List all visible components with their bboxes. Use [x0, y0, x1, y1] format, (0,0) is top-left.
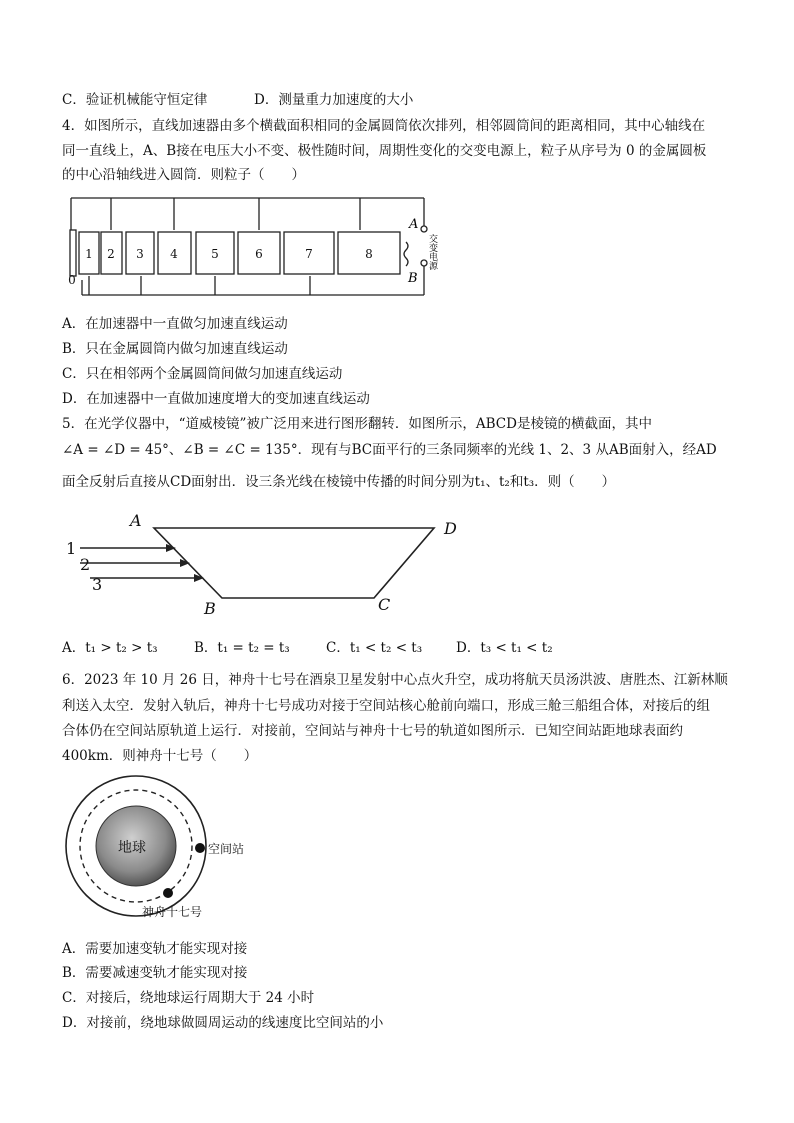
q5-stem-line-3: 面全反射后直接从CD面射出．设三条光线在棱镜中传播的时间分别为t₁、t₂和t₃．则（ ）: [62, 474, 616, 490]
q5-option-c: C．t₁ < t₂ < t₃: [326, 640, 423, 656]
q6-stem-line-1: 6．2023 年 10 月 26 日，神舟十七号在酒泉卫星发射中心点火升空，成功将航天员汤洪波、唐胜杰、江新林顺: [62, 672, 728, 688]
dove-prism-figure: [62, 510, 472, 622]
cylinder-label-3: 3: [136, 247, 144, 261]
orbit-figure: [62, 770, 272, 926]
terminal-a-label: A: [409, 217, 419, 232]
q3-option-c: C．验证机械能守恒定律: [62, 92, 208, 108]
q4-option-d: D．在加速器中一直做加速度增大的变加速直线运动: [62, 391, 370, 407]
q6-option-b: B．需要减速变轨才能实现对接: [62, 965, 248, 981]
ray-label-2: 2: [80, 555, 91, 574]
cylinder-label-1: 1: [85, 247, 93, 261]
vertex-label-b: B: [204, 599, 216, 618]
q6-stem-line-4: 400km．则神舟十七号（ ）: [62, 748, 258, 764]
vertex-label-a: A: [130, 511, 142, 530]
station-label: 空间站: [208, 842, 245, 856]
cylinder-label-8: 8: [365, 247, 373, 261]
q5-stem-line-2: ∠A = ∠D = 45°、∠B = ∠C = 135°．现有与BC面平行的三条同频率的光线 1、2、3 从AB面射入，经AD: [62, 442, 717, 458]
q4-option-b: B．只在金属圆筒内做匀加速直线运动: [62, 341, 288, 357]
terminal-b-label: B: [408, 271, 418, 286]
vertex-label-c: C: [378, 595, 391, 614]
q3-option-d: D．测量重力加速度的大小: [254, 92, 414, 108]
cylinder-label-5: 5: [211, 247, 219, 261]
q6-option-d: D．对接前，绕地球做圆周运动的线速度比空间站的小: [62, 1015, 384, 1031]
q5-option-d: D．t₃ < t₁ < t₂: [456, 640, 553, 656]
ray-label-1: 1: [66, 539, 77, 558]
plate-label-0: 0: [68, 273, 76, 287]
q6-option-a: A．需要加速变轨才能实现对接: [62, 941, 248, 957]
cylinder-label-6: 6: [255, 247, 263, 261]
q5-option-b: B．t₁ = t₂ = t₃: [194, 640, 290, 656]
linear-accelerator-figure: [62, 190, 442, 300]
q6-stem-line-2: 利送入太空．发射入轨后，神舟十七号成功对接于空间站核心舱前向端口，形成三舱三船组合体，对接后的组: [62, 698, 710, 714]
q6-option-c: C．对接后，绕地球运行周期大于 24 小时: [62, 990, 315, 1006]
ac-source-label: 交变电源: [427, 234, 437, 270]
cylinder-label-4: 4: [170, 247, 178, 261]
shenzhou-dot: [163, 888, 173, 898]
cylinder-label-7: 7: [305, 247, 313, 261]
cylinder-label-2: 2: [107, 247, 115, 261]
q5-stem-line-1: 5．在光学仪器中，“道威棱镜”被广泛用来进行图形翻转．如图所示，ABCD是棱镜的横截面，其中: [62, 416, 652, 432]
vertex-label-d: D: [444, 519, 457, 538]
q4-stem-line-1: 4．如图所示，直线加速器由多个横截面积相同的金属圆筒依次排列，相邻圆筒间的距离相同，其中心轴线在: [62, 118, 706, 134]
q4-option-c: C．只在相邻两个金属圆筒间做匀加速直线运动: [62, 366, 343, 382]
q4-option-a: A．在加速器中一直做匀加速直线运动: [62, 316, 288, 332]
earth-label: 地球: [118, 840, 146, 856]
q4-stem-line-2: 同一直线上，A、B接在电压大小不变、极性随时间，周期性变化的交变电源上，粒子从序号为 0 的金属圆板: [62, 143, 707, 159]
q6-stem-line-3: 合体仍在空间站原轨道上运行．对接前，空间站与神舟十七号的轨道如图所示．已知空间站距地球表面约: [62, 723, 683, 739]
q4-stem-line-3: 的中心沿轴线进入圆筒．则粒子（ ）: [62, 167, 305, 183]
ray-label-3: 3: [92, 575, 103, 594]
q5-option-a: A．t₁ > t₂ > t₃: [62, 640, 158, 656]
shenzhou-label: 神舟十七号: [142, 905, 203, 919]
station-dot: [195, 843, 205, 853]
